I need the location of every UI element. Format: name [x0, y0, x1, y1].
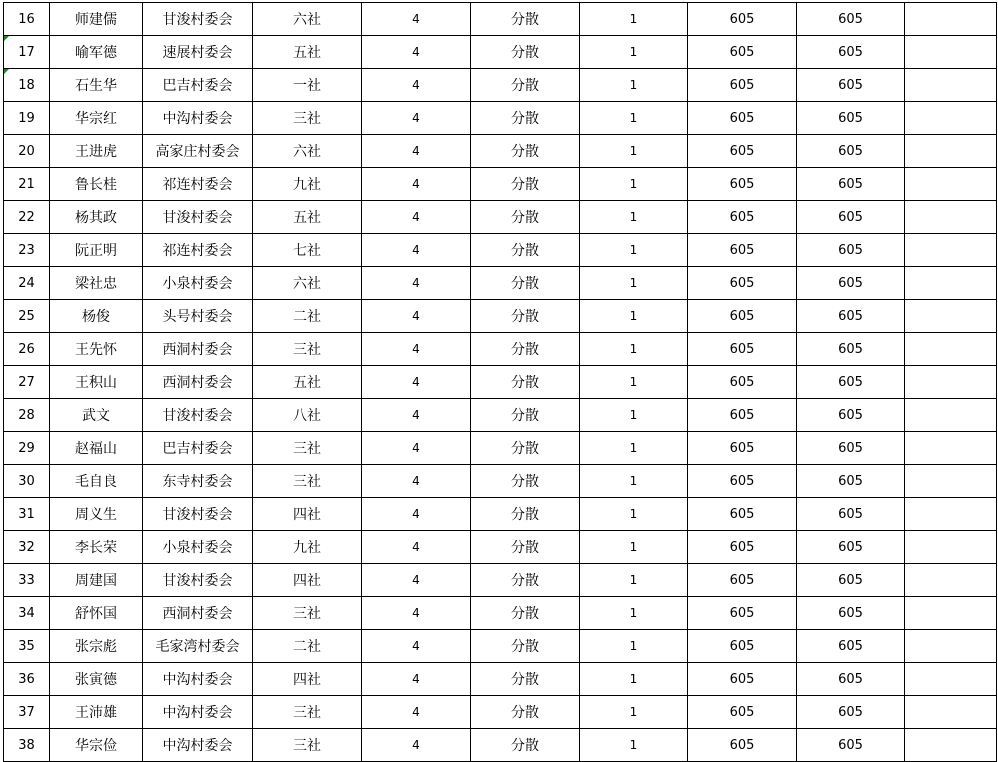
cell-total[interactable]: 605	[797, 267, 905, 300]
cell-count[interactable]: 4	[362, 267, 471, 300]
cell-name[interactable]: 武文	[50, 399, 143, 432]
cell-type[interactable]: 分散	[471, 36, 580, 69]
cell-row-number[interactable]: 18	[4, 69, 50, 102]
cell-type[interactable]: 分散	[471, 663, 580, 696]
cell-total[interactable]: 605	[797, 564, 905, 597]
cell-row-number[interactable]: 21	[4, 168, 50, 201]
cell-village[interactable]: 西洞村委会	[143, 597, 253, 630]
cell-quantity[interactable]: 1	[580, 333, 688, 366]
cell-amount[interactable]: 605	[688, 267, 797, 300]
spreadsheet-table	[3, 2, 997, 762]
cell-group[interactable]: 三社	[253, 597, 362, 630]
cell-name[interactable]: 王进虎	[50, 135, 143, 168]
cell-group[interactable]: 二社	[253, 300, 362, 333]
cell-name[interactable]: 阮正明	[50, 234, 143, 267]
cell-row-number[interactable]: 19	[4, 102, 50, 135]
cell-note[interactable]	[905, 267, 997, 300]
cell-note[interactable]	[905, 366, 997, 399]
cell-name[interactable]: 石生华	[50, 69, 143, 102]
cell-type[interactable]: 分散	[471, 267, 580, 300]
cell-village[interactable]: 甘浚村委会	[143, 564, 253, 597]
cell-name[interactable]: 张寅德	[50, 663, 143, 696]
table-row	[4, 366, 997, 399]
cell-total[interactable]: 605	[797, 234, 905, 267]
cell-amount[interactable]: 605	[688, 432, 797, 465]
cell-count[interactable]: 4	[362, 630, 471, 663]
cell-quantity[interactable]: 1	[580, 3, 688, 36]
cell-note[interactable]	[905, 69, 997, 102]
cell-quantity[interactable]: 1	[580, 366, 688, 399]
cell-row-number[interactable]: 27	[4, 366, 50, 399]
cell-group[interactable]: 六社	[253, 267, 362, 300]
cell-count[interactable]: 4	[362, 366, 471, 399]
cell-row-number[interactable]: 16	[4, 3, 50, 36]
cell-total[interactable]: 605	[797, 36, 905, 69]
cell-group[interactable]: 三社	[253, 465, 362, 498]
cell-quantity[interactable]: 1	[580, 432, 688, 465]
table-row	[4, 168, 997, 201]
cell-note[interactable]	[905, 696, 997, 729]
cell-amount[interactable]: 605	[688, 729, 797, 762]
table-row	[4, 333, 997, 366]
cell-name[interactable]: 师建儒	[50, 3, 143, 36]
cell-amount[interactable]: 605	[688, 333, 797, 366]
cell-note[interactable]	[905, 663, 997, 696]
cell-group[interactable]: 五社	[253, 201, 362, 234]
cell-note[interactable]	[905, 432, 997, 465]
cell-quantity[interactable]: 1	[580, 399, 688, 432]
cell-amount[interactable]: 605	[688, 168, 797, 201]
cell-total[interactable]: 605	[797, 630, 905, 663]
cell-type[interactable]: 分散	[471, 696, 580, 729]
table-row	[4, 3, 997, 36]
cell-village[interactable]: 头号村委会	[143, 300, 253, 333]
cell-total[interactable]: 605	[797, 168, 905, 201]
cell-quantity[interactable]: 1	[580, 498, 688, 531]
cell-group[interactable]: 三社	[253, 333, 362, 366]
cell-type[interactable]: 分散	[471, 234, 580, 267]
cell-type[interactable]: 分散	[471, 366, 580, 399]
cell-count[interactable]: 4	[362, 69, 471, 102]
cell-count[interactable]: 4	[362, 36, 471, 69]
cell-village[interactable]: 中沟村委会	[143, 102, 253, 135]
cell-village[interactable]: 巴吉村委会	[143, 432, 253, 465]
cell-type[interactable]: 分散	[471, 102, 580, 135]
cell-quantity[interactable]: 1	[580, 300, 688, 333]
cell-quantity[interactable]: 1	[580, 234, 688, 267]
cell-total[interactable]: 605	[797, 3, 905, 36]
cell-name[interactable]: 杨俊	[50, 300, 143, 333]
cell-type[interactable]: 分散	[471, 201, 580, 234]
cell-amount[interactable]: 605	[688, 399, 797, 432]
cell-village[interactable]: 中沟村委会	[143, 696, 253, 729]
table-row	[4, 234, 997, 267]
table-row	[4, 729, 997, 762]
cell-village[interactable]: 高家庄村委会	[143, 135, 253, 168]
cell-note[interactable]	[905, 333, 997, 366]
cell-total[interactable]: 605	[797, 432, 905, 465]
table-row	[4, 267, 997, 300]
table-row	[4, 597, 997, 630]
cell-note[interactable]	[905, 3, 997, 36]
cell-row-number[interactable]: 26	[4, 333, 50, 366]
table-row	[4, 531, 997, 564]
cell-village[interactable]: 西洞村委会	[143, 366, 253, 399]
cell-total[interactable]: 605	[797, 465, 905, 498]
cell-village[interactable]: 甘浚村委会	[143, 201, 253, 234]
cell-row-number[interactable]: 25	[4, 300, 50, 333]
cell-type[interactable]: 分散	[471, 465, 580, 498]
cell-amount[interactable]: 605	[688, 564, 797, 597]
cell-note[interactable]	[905, 300, 997, 333]
table-row	[4, 630, 997, 663]
table-row	[4, 201, 997, 234]
cell-count[interactable]: 4	[362, 333, 471, 366]
cell-count[interactable]: 4	[362, 399, 471, 432]
cell-row-number[interactable]: 37	[4, 696, 50, 729]
cell-count[interactable]: 4	[362, 432, 471, 465]
cell-row-number[interactable]: 38	[4, 729, 50, 762]
cell-row-number[interactable]: 35	[4, 630, 50, 663]
cell-note[interactable]	[905, 201, 997, 234]
cell-group[interactable]: 四社	[253, 663, 362, 696]
cell-note[interactable]	[905, 531, 997, 564]
cell-type[interactable]: 分散	[471, 531, 580, 564]
cell-total[interactable]: 605	[797, 597, 905, 630]
cell-row-number[interactable]: 33	[4, 564, 50, 597]
cell-row-number[interactable]: 23	[4, 234, 50, 267]
cell-total[interactable]: 605	[797, 102, 905, 135]
table-row	[4, 135, 997, 168]
cell-village[interactable]: 祁连村委会	[143, 168, 253, 201]
cell-type[interactable]: 分散	[471, 135, 580, 168]
cell-village[interactable]: 速展村委会	[143, 36, 253, 69]
cell-amount[interactable]: 605	[688, 3, 797, 36]
cell-quantity[interactable]: 1	[580, 663, 688, 696]
cell-name[interactable]: 华宗俭	[50, 729, 143, 762]
cell-total[interactable]: 605	[797, 135, 905, 168]
cell-type[interactable]: 分散	[471, 498, 580, 531]
cell-count[interactable]: 4	[362, 597, 471, 630]
cell-village[interactable]: 甘浚村委会	[143, 498, 253, 531]
cell-quantity[interactable]: 1	[580, 531, 688, 564]
cell-row-number[interactable]: 22	[4, 201, 50, 234]
cell-total[interactable]: 605	[797, 300, 905, 333]
cell-total[interactable]: 605	[797, 696, 905, 729]
cell-count[interactable]: 4	[362, 465, 471, 498]
cell-group[interactable]: 三社	[253, 102, 362, 135]
cell-row-number[interactable]: 28	[4, 399, 50, 432]
cell-name[interactable]: 张宗彪	[50, 630, 143, 663]
cell-quantity[interactable]: 1	[580, 168, 688, 201]
cell-name[interactable]: 梁社忠	[50, 267, 143, 300]
table-row	[4, 696, 997, 729]
table-body	[4, 3, 997, 762]
cell-group[interactable]: 三社	[253, 696, 362, 729]
table-row	[4, 498, 997, 531]
cell-note[interactable]	[905, 498, 997, 531]
cell-village[interactable]: 祁连村委会	[143, 234, 253, 267]
cell-note[interactable]	[905, 630, 997, 663]
cell-count[interactable]: 4	[362, 201, 471, 234]
table-row	[4, 102, 997, 135]
cell-name[interactable]: 李长荣	[50, 531, 143, 564]
table-row	[4, 69, 997, 102]
cell-name[interactable]: 杨其政	[50, 201, 143, 234]
cell-quantity[interactable]: 1	[580, 564, 688, 597]
cell-count[interactable]: 4	[362, 498, 471, 531]
cell-amount[interactable]: 605	[688, 465, 797, 498]
cell-name[interactable]: 华宗红	[50, 102, 143, 135]
cell-name[interactable]: 王先怀	[50, 333, 143, 366]
cell-name[interactable]: 王积山	[50, 366, 143, 399]
cell-total[interactable]: 605	[797, 201, 905, 234]
cell-type[interactable]: 分散	[471, 69, 580, 102]
cell-note[interactable]	[905, 465, 997, 498]
cell-name[interactable]: 赵福山	[50, 432, 143, 465]
cell-row-number[interactable]: 36	[4, 663, 50, 696]
cell-amount[interactable]: 605	[688, 102, 797, 135]
cell-group[interactable]: 四社	[253, 564, 362, 597]
cell-note[interactable]	[905, 135, 997, 168]
cell-amount[interactable]: 605	[688, 36, 797, 69]
cell-quantity[interactable]: 1	[580, 102, 688, 135]
cell-type[interactable]: 分散	[471, 729, 580, 762]
cell-group[interactable]: 八社	[253, 399, 362, 432]
cell-row-number[interactable]: 20	[4, 135, 50, 168]
cell-total[interactable]: 605	[797, 399, 905, 432]
table-row	[4, 663, 997, 696]
cell-amount[interactable]: 605	[688, 531, 797, 564]
cell-type[interactable]: 分散	[471, 630, 580, 663]
cell-type[interactable]: 分散	[471, 300, 580, 333]
cell-type[interactable]: 分散	[471, 333, 580, 366]
cell-village[interactable]: 中沟村委会	[143, 729, 253, 762]
cell-count[interactable]: 4	[362, 729, 471, 762]
cell-amount[interactable]: 605	[688, 597, 797, 630]
cell-name[interactable]: 周建国	[50, 564, 143, 597]
cell-group[interactable]: 三社	[253, 729, 362, 762]
cell-note[interactable]	[905, 399, 997, 432]
table-row	[4, 300, 997, 333]
cell-amount[interactable]: 605	[688, 69, 797, 102]
cell-village[interactable]: 巴吉村委会	[143, 69, 253, 102]
cell-group[interactable]: 三社	[253, 432, 362, 465]
cell-type[interactable]: 分散	[471, 399, 580, 432]
cell-amount[interactable]: 605	[688, 366, 797, 399]
cell-row-number[interactable]: 30	[4, 465, 50, 498]
cell-row-number[interactable]: 17	[4, 36, 50, 69]
cell-count[interactable]: 4	[362, 696, 471, 729]
cell-quantity[interactable]: 1	[580, 630, 688, 663]
table-row	[4, 432, 997, 465]
cell-group[interactable]: 四社	[253, 498, 362, 531]
cell-type[interactable]: 分散	[471, 564, 580, 597]
cell-amount[interactable]: 605	[688, 234, 797, 267]
cell-count[interactable]: 4	[362, 564, 471, 597]
cell-row-number[interactable]: 29	[4, 432, 50, 465]
cell-quantity[interactable]: 1	[580, 729, 688, 762]
cell-count[interactable]: 4	[362, 3, 471, 36]
cell-amount[interactable]: 605	[688, 201, 797, 234]
cell-amount[interactable]: 605	[688, 663, 797, 696]
table-row	[4, 465, 997, 498]
cell-quantity[interactable]: 1	[580, 36, 688, 69]
cell-quantity[interactable]: 1	[580, 696, 688, 729]
cell-village[interactable]: 小泉村委会	[143, 267, 253, 300]
cell-village[interactable]: 甘浚村委会	[143, 3, 253, 36]
cell-village[interactable]: 西洞村委会	[143, 333, 253, 366]
comment-indicator-icon	[4, 36, 9, 41]
cell-name[interactable]: 喻军德	[50, 36, 143, 69]
cell-note[interactable]	[905, 234, 997, 267]
cell-group[interactable]: 五社	[253, 36, 362, 69]
cell-village[interactable]: 中沟村委会	[143, 663, 253, 696]
cell-group[interactable]: 九社	[253, 168, 362, 201]
cell-note[interactable]	[905, 168, 997, 201]
cell-note[interactable]	[905, 564, 997, 597]
cell-count[interactable]: 4	[362, 135, 471, 168]
cell-quantity[interactable]: 1	[580, 597, 688, 630]
cell-quantity[interactable]: 1	[580, 465, 688, 498]
cell-note[interactable]	[905, 102, 997, 135]
cell-row-number[interactable]: 31	[4, 498, 50, 531]
cell-total[interactable]: 605	[797, 531, 905, 564]
cell-group[interactable]: 七社	[253, 234, 362, 267]
table-row	[4, 564, 997, 597]
cell-quantity[interactable]: 1	[580, 69, 688, 102]
cell-total[interactable]: 605	[797, 663, 905, 696]
cell-note[interactable]	[905, 36, 997, 69]
cell-count[interactable]: 4	[362, 102, 471, 135]
cell-type[interactable]: 分散	[471, 432, 580, 465]
cell-total[interactable]: 605	[797, 729, 905, 762]
comment-indicator-icon	[4, 69, 9, 74]
cell-total[interactable]: 605	[797, 366, 905, 399]
cell-name[interactable]: 周义生	[50, 498, 143, 531]
cell-row-number[interactable]: 32	[4, 531, 50, 564]
cell-count[interactable]: 4	[362, 531, 471, 564]
table-row	[4, 399, 997, 432]
cell-amount[interactable]: 605	[688, 630, 797, 663]
cell-amount[interactable]: 605	[688, 696, 797, 729]
cell-group[interactable]: 九社	[253, 531, 362, 564]
cell-name[interactable]: 王沛雄	[50, 696, 143, 729]
cell-amount[interactable]: 605	[688, 135, 797, 168]
cell-name[interactable]: 舒怀国	[50, 597, 143, 630]
table-row	[4, 36, 997, 69]
cell-group[interactable]: 六社	[253, 135, 362, 168]
cell-count[interactable]: 4	[362, 300, 471, 333]
cell-type[interactable]: 分散	[471, 597, 580, 630]
cell-row-number[interactable]: 24	[4, 267, 50, 300]
cell-total[interactable]: 605	[797, 498, 905, 531]
cell-group[interactable]: 一社	[253, 69, 362, 102]
cell-note[interactable]	[905, 729, 997, 762]
cell-quantity[interactable]: 1	[580, 201, 688, 234]
cell-village[interactable]: 东寺村委会	[143, 465, 253, 498]
cell-name[interactable]: 毛自良	[50, 465, 143, 498]
cell-quantity[interactable]: 1	[580, 135, 688, 168]
cell-count[interactable]: 4	[362, 663, 471, 696]
cell-village[interactable]: 小泉村委会	[143, 531, 253, 564]
cell-amount[interactable]: 605	[688, 498, 797, 531]
cell-row-number[interactable]: 34	[4, 597, 50, 630]
cell-note[interactable]	[905, 597, 997, 630]
cell-count[interactable]: 4	[362, 168, 471, 201]
cell-group[interactable]: 二社	[253, 630, 362, 663]
cell-group[interactable]: 六社	[253, 3, 362, 36]
cell-group[interactable]: 五社	[253, 366, 362, 399]
cell-village[interactable]: 毛家湾村委会	[143, 630, 253, 663]
cell-village[interactable]: 甘浚村委会	[143, 399, 253, 432]
cell-count[interactable]: 4	[362, 234, 471, 267]
cell-quantity[interactable]: 1	[580, 267, 688, 300]
cell-type[interactable]: 分散	[471, 168, 580, 201]
cell-total[interactable]: 605	[797, 69, 905, 102]
cell-total[interactable]: 605	[797, 333, 905, 366]
cell-type[interactable]: 分散	[471, 3, 580, 36]
cell-name[interactable]: 鲁长桂	[50, 168, 143, 201]
cell-amount[interactable]: 605	[688, 300, 797, 333]
